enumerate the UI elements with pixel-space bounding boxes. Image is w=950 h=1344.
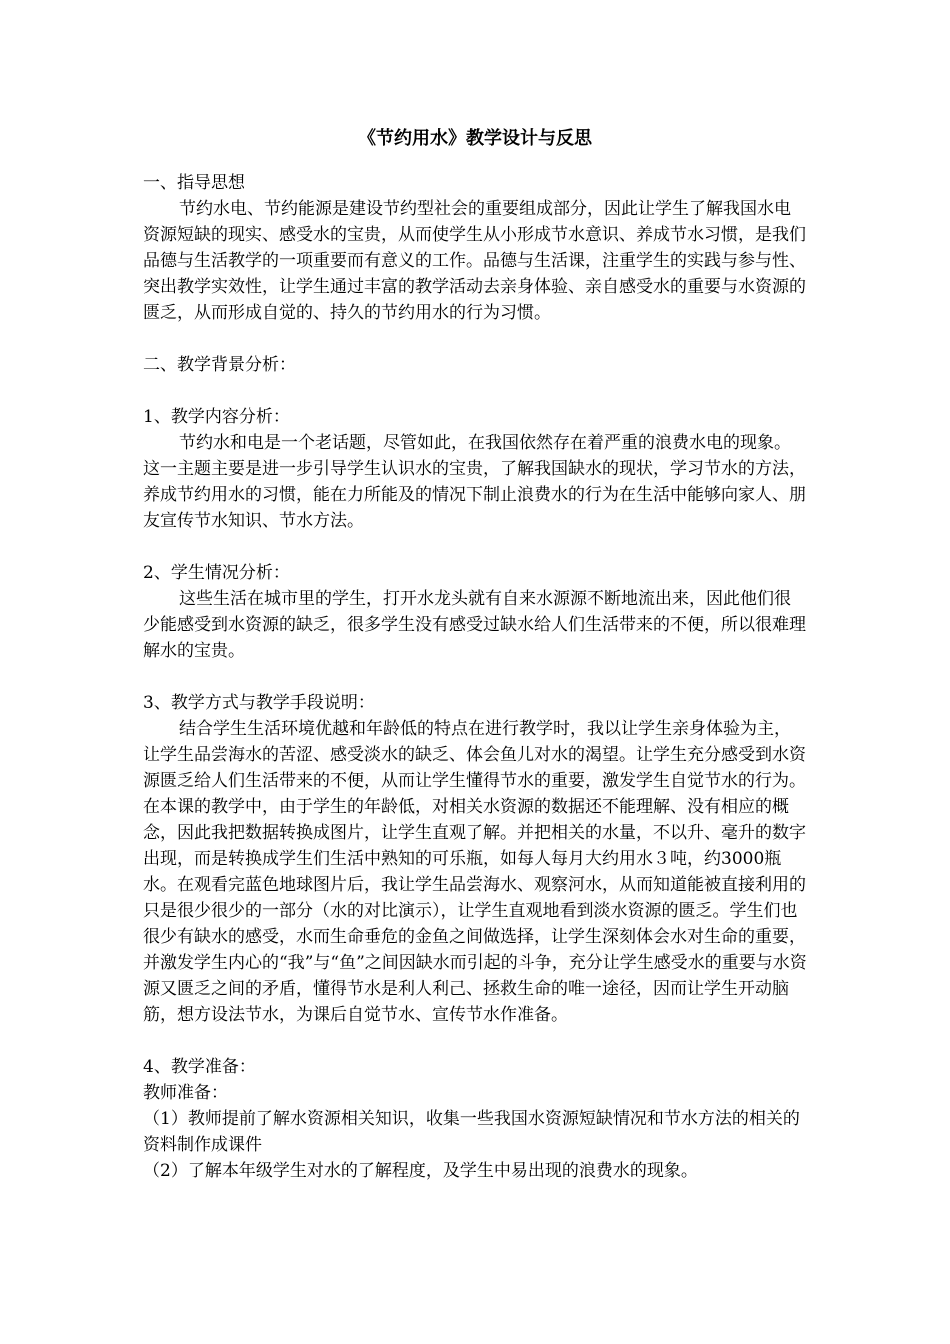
spacer (143, 664, 807, 690)
subsection-heading-teaching-methods: 3、教学方式与教学手段说明： (143, 693, 375, 713)
spacer (143, 1028, 807, 1054)
subsection-paragraph-content-analysis: 节约水和电是一个老话题，尽管如此，在我国依然存在着严重的浪费水电的现象。这一主题主要是进一步引导学生认识水的宝贵，了解我国缺水的现状，学习节水的方法，养成节约用水的习惯，能在力所能及的情况下制止浪费水的行为在生活中能够向家人、朋友宣传节水知识、节水方法。 (143, 433, 806, 531)
subsection-heading-student-analysis: 2、学生情况分析： (143, 563, 290, 583)
preparation-item-2: （2）了解本年级学生对水的了解程度，及学生中易出现的浪费水的现象。 (143, 1161, 698, 1181)
subsection-paragraph-teaching-methods: 结合学生生活环境优越和年龄低的特点在进行教学时，我以让学生亲身体验为主，让学生品尝海水的苦涩、感受淡水的缺乏、体会鱼儿对水的渴望。让学生充分感受到水资源匮乏给人们生活带来的不便，从而让学生懂得节水的重要，激发学生自觉节水的行为。在本课的教学中，由于学生的年龄低，对相关水资源的数据还不能理解、没有相应的概念，因此我把数据转换成图片，让学生直观了解。并把相关的水量，不以升、毫升的数字出现，而是转换成学生们生活中熟知的可乐瓶，如每人每月大约用水３吨，约3000瓶水。在观看完蓝色地球图片后，我让学生品尝海水、观察河水，从而知道能被直接利用的只是很少很少的一部分（水的对比演示），让学生直观地看到淡水资源的匮乏。学生们也很少有缺水的感受，水而生命垂危的金鱼之间做选择，让学生深刻体会水对生命的重要，并激发学生内心的“我”与“鱼”之间因缺水而引起的斗争，充分让学生感受水的重要与水资源又匮乏之间的矛盾，懂得节水是利人利己、拯救生命的唯一途径，因而让学生开动脑筋，想方设法节水，为课后自觉节水、宣传节水作准备。 (143, 719, 807, 1025)
preparation-item-1: （1）教师提前了解水资源相关知识，收集一些我国水资源短缺情况和节水方法的相关的资料制作成课件 (143, 1109, 800, 1155)
spacer (143, 378, 807, 404)
section-heading-guiding-idea: 一、指导思想 (143, 173, 245, 193)
document-body (143, 170, 807, 1184)
section-paragraph-guiding-idea: 节约水电、节约能源是建设节约型社会的重要组成部分，因此让学生了解我国水电资源短缺的现实、感受水的宝贵，从而使学生从小形成节水意识、养成节水习惯，是我们品德与生活教学的一项重要而有意义的工作。品德与生活课，注重学生的实践与参与性、突出教学实效性，让学生通过丰富的教学活动去亲身体验、亲自感受水的重要与水资源的匮乏，从而形成自觉的、持久的节约用水的行为习惯。 (143, 199, 806, 323)
spacer (143, 534, 807, 560)
spacer (143, 326, 807, 352)
document-title: 《节约用水》教学设计与反思 (358, 128, 592, 149)
subsection-paragraph-student-analysis: 这些生活在城市里的学生，打开水龙头就有自来水源源不断地流出来，因此他们很少能感受到水资源的缺乏，很多学生没有感受过缺水给人们生活带来的不便，所以很难理解水的宝贵。 (143, 589, 806, 661)
teacher-preparation-label: 教师准备： (143, 1083, 228, 1103)
section-heading-background: 二、教学背景分析： (143, 355, 296, 375)
subsection-heading-preparation: 4、教学准备： (143, 1057, 256, 1077)
subsection-heading-content-analysis: 1、教学内容分析： (143, 407, 290, 427)
